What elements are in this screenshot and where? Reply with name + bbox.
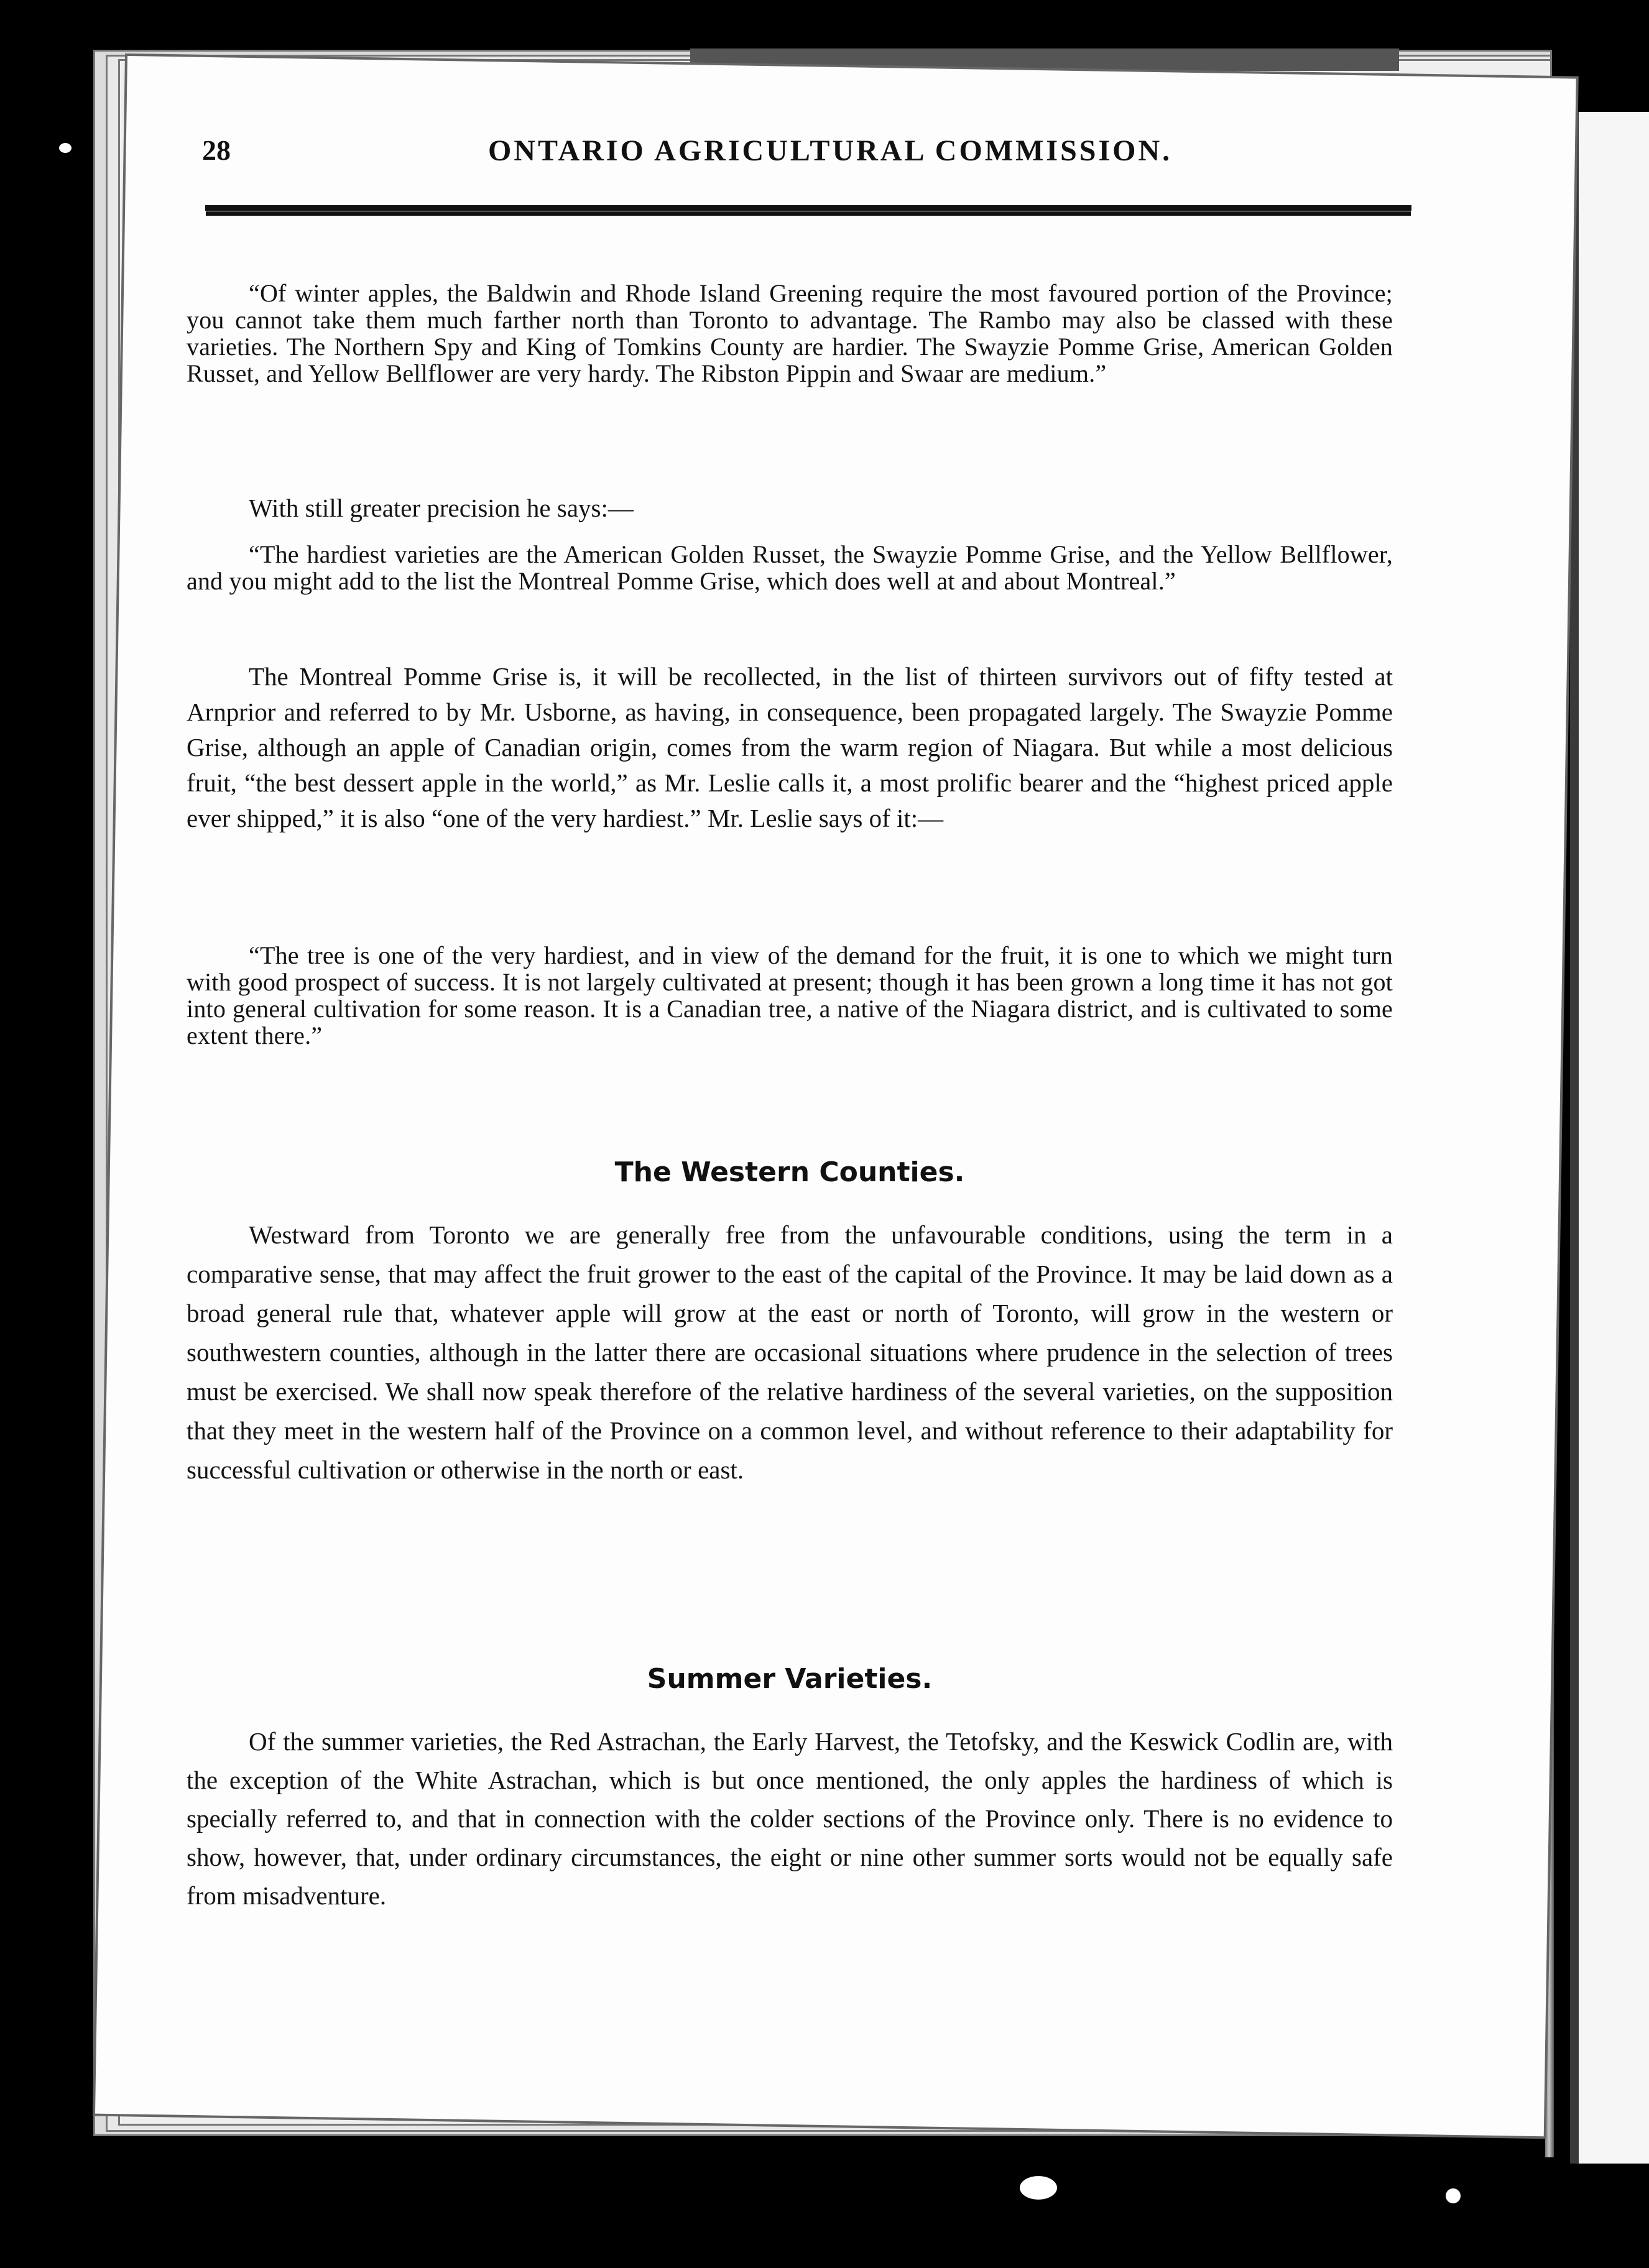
scan-speck: [1446, 2188, 1461, 2203]
paragraph-precision-intro: With still greater precision he says:—: [249, 494, 634, 522]
scan-speck: [1020, 2176, 1057, 2200]
section-heading-western-counties: The Western Counties.: [614, 1156, 965, 1188]
paragraph-montreal-pomme-grise: The Montreal Pomme Grise is, it will be recollected, in the list of thirteen survivors out of fifty tested at Arnprior and referred to by Mr. Usborne, as having, in consequence, been propagated largely. The Swayzie Pomme Grise, although an apple of Canadian origin, comes from the warm region of Niagara. But while a most delicious fruit, “the best dessert apple in the world,” as Mr. Leslie calls it, a most prolific bearer and the “highest priced apple ever shipped,” it is also “one of the very hardiest.” Mr. Leslie says of it:—: [187, 662, 1393, 832]
page-header: [202, 134, 1408, 190]
adjacent-page: [1570, 112, 1649, 2164]
paragraph-western-counties: Westward from Toronto we are generally free from the unfavourable conditions, using the term in a comparative sense, that may affect the fruit grower to the east of the capital of the Province. It may be laid down as a broad general rule that, whatever apple will grow at the east or north of Toronto, will grow in the western or southwestern counties, although in the latter there are occasional situations where prudence in the selection of trees must be exercised. We shall now speak therefore of the relative hardiness of the several varieties, on the supposition that they meet in the western half of the Province on a common level, and without reference to their adaptability for successful cultivation or otherwise in the north or east.: [187, 1220, 1393, 1484]
quoted-paragraph-winter-apples: “Of winter apples, the Baldwin and Rhode Island Greening require the most favoured portion of the Province; you cannot take them much farther north than Toronto to advantage. The Rambo may also be classed with these varieties. The Northern Spy and King of Tomkins County are hardier. The Swayzie Pomme Grise, American Golden Russet, and Yellow Bellflower are very hardy. The Ribston Pippin and Swaar are medium.”: [187, 279, 1393, 387]
header-rule: [205, 205, 1411, 211]
page-number: 28: [202, 134, 231, 166]
scan-speck: [59, 143, 72, 153]
running-title: ONTARIO AGRICULTURAL COMMISSION.: [488, 134, 1173, 167]
quoted-paragraph-hardiest-varieties: “The hardiest varieties are the American Golden Russet, the Swayzie Pomme Grise, and the Yellow Bellflower, and you might add to the list the Montreal Pomme Grise, which does well at and about Montreal.”: [187, 540, 1393, 595]
quoted-paragraph-leslie: “The tree is one of the very hardiest, and in view of the demand for the fruit, it is one to which we might turn with good prospect of success. It is not largely cultivated at present; though it has been grown a long time it has not got into general cultivation for some reason. It is a Canadian tree, a native of the Niagara district, and is cultivated to some extent there.”: [187, 941, 1393, 1049]
section-heading-summer-varieties: Summer Varieties.: [647, 1663, 933, 1695]
paragraph-summer-varieties: Of the summer varieties, the Red Astrachan, the Early Harvest, the Tetofsky, and the Keswick Codlin are, with the exception of the White Astrachan, which is but once mentioned, the only apples the hardiness of which is specially referred to, and that in connection with the colder sections of the Province only. There is no evidence to show, however, that, under ordinary circumstances, the eight or nine other summer sorts would not be equally safe from misadventure.: [187, 1727, 1393, 1910]
